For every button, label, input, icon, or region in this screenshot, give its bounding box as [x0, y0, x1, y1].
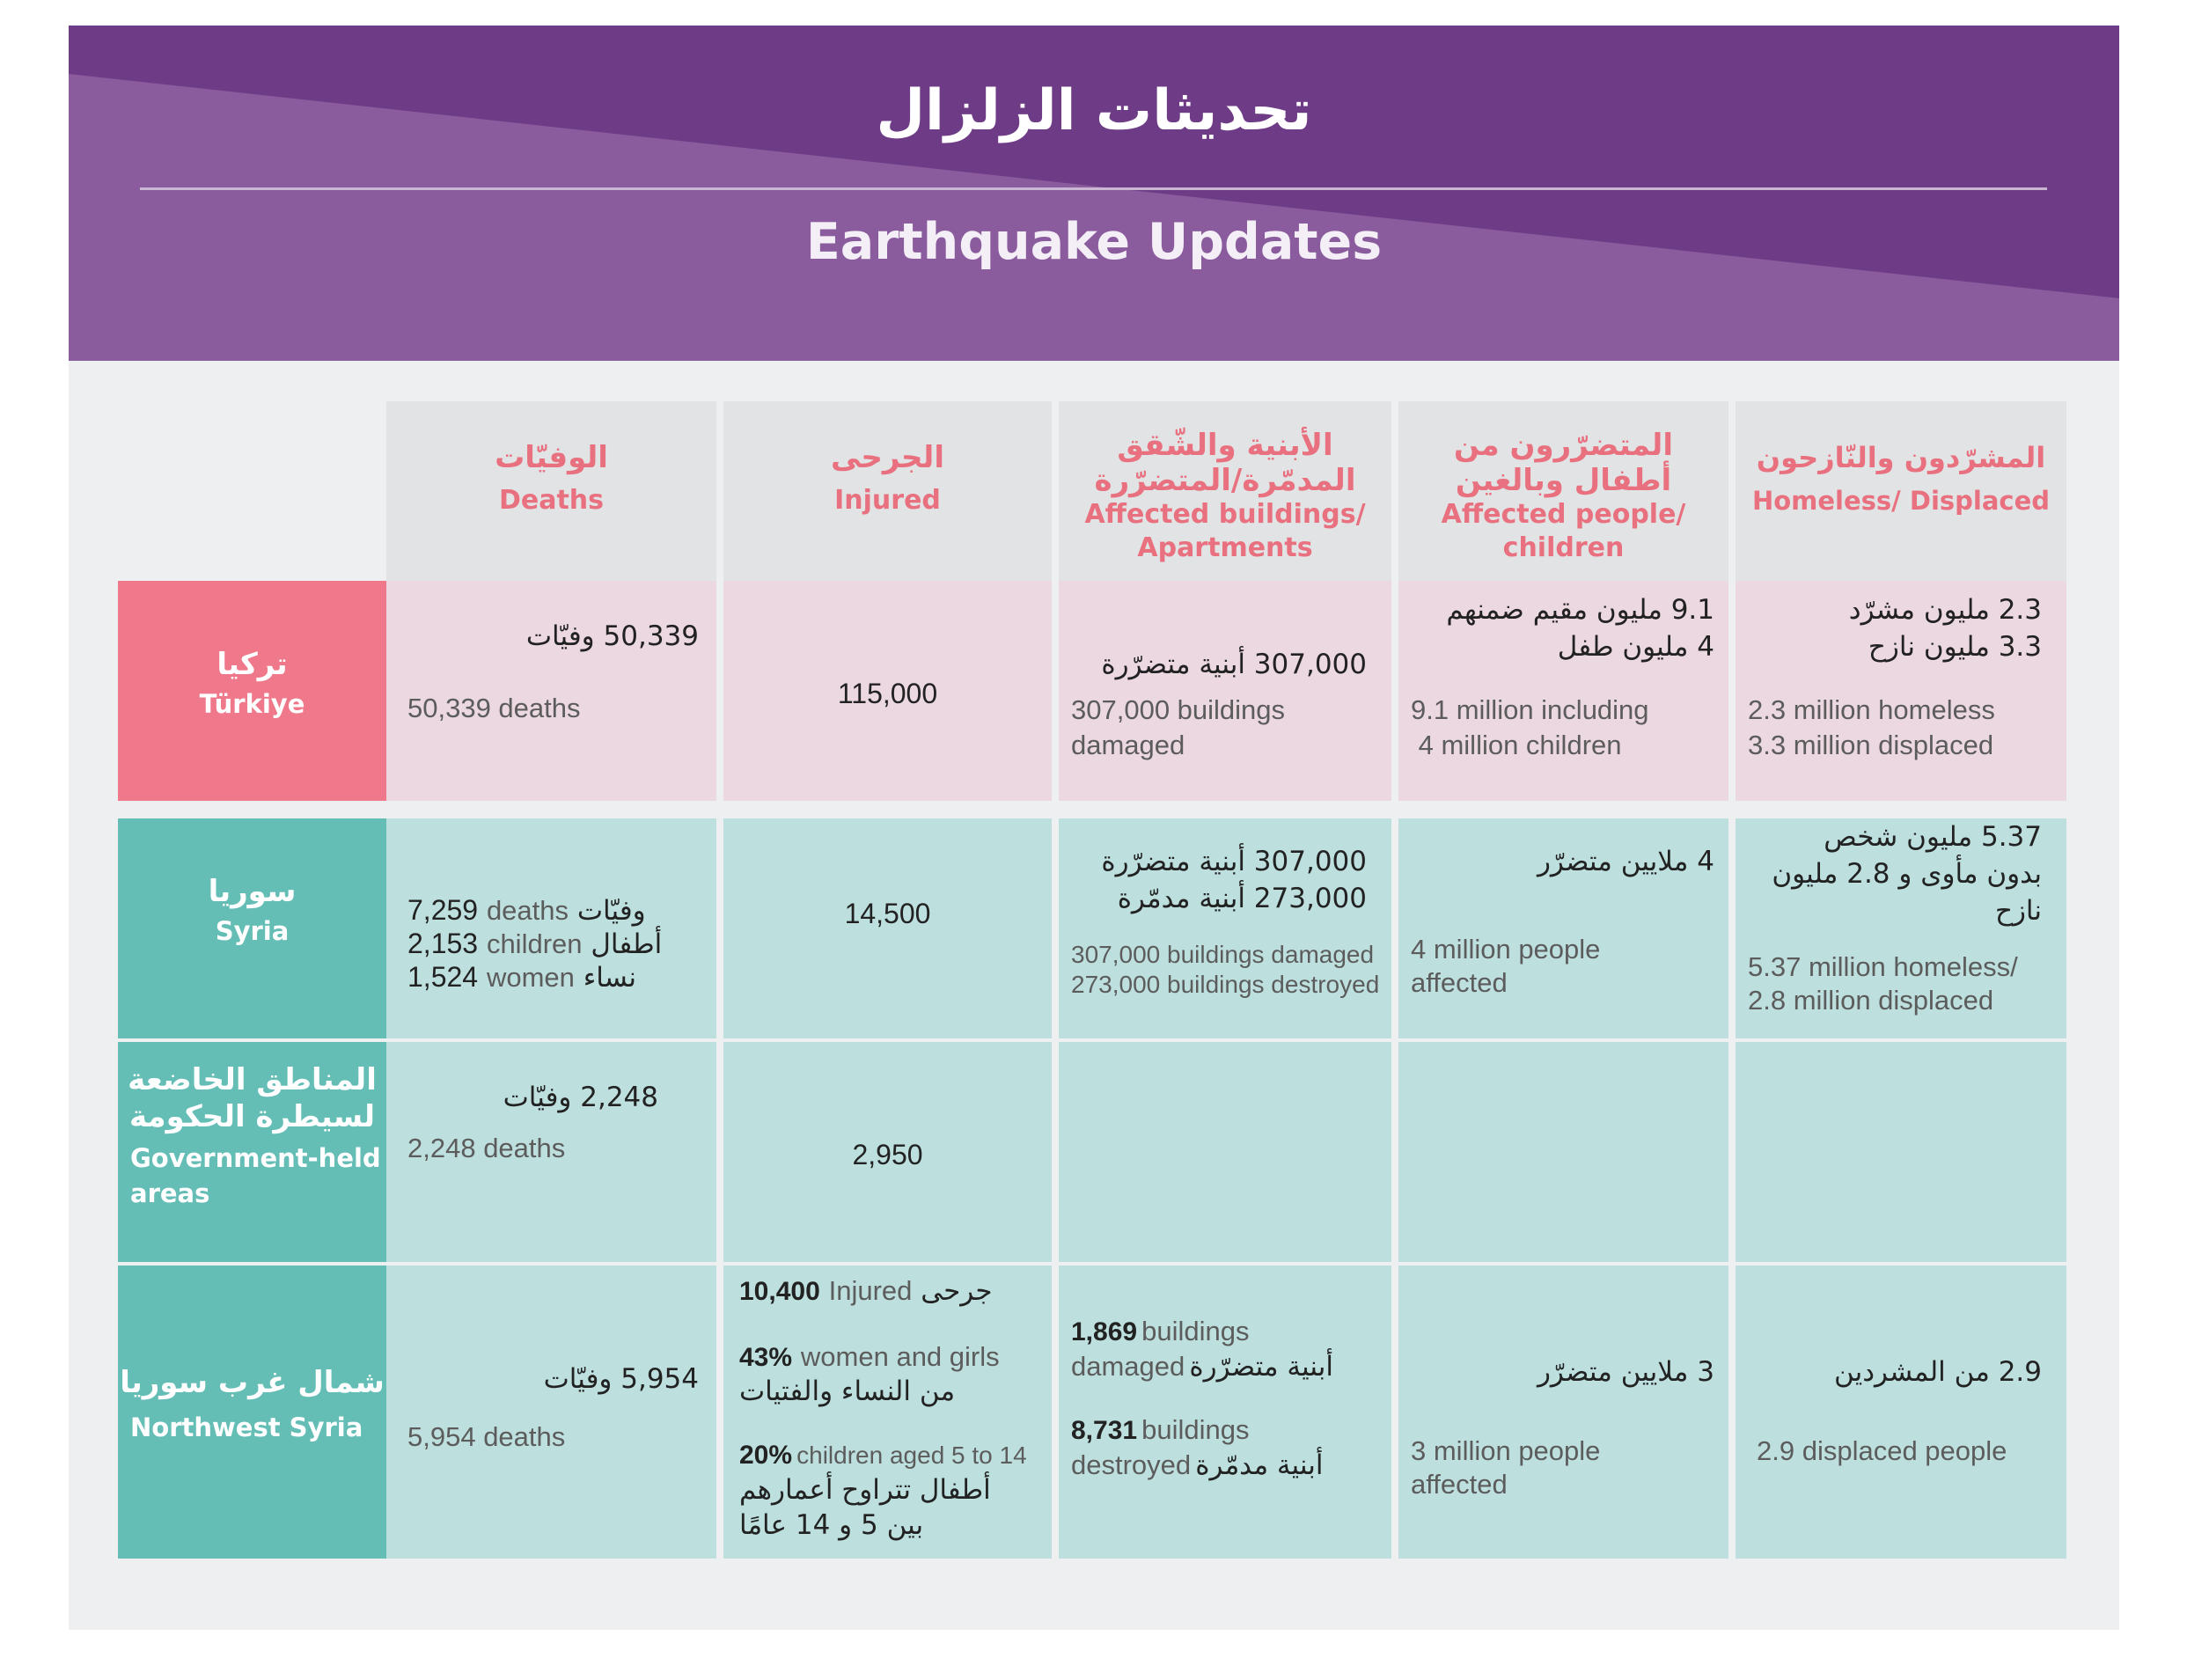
syria-deaths-num: 7,259 — [407, 894, 479, 926]
northwest-destroyed-line-2 — [1071, 1447, 1324, 1487]
turkiye-people-ar1: 9.1 مليون مقيم ضمنهم — [1446, 594, 1714, 626]
northwest-destroyed-en1: buildings — [1141, 1414, 1250, 1445]
syria-people-cell — [1398, 818, 1728, 1038]
syria-deaths-en: deaths — [486, 895, 569, 926]
syria-people-en2: affected — [1411, 967, 1508, 998]
government-label-en1: Government-held — [130, 1143, 381, 1173]
northwest-women-en: women and girls — [800, 1341, 1000, 1372]
header-people-en1: Affected people/ — [1441, 499, 1686, 530]
syria-women-ar: نساء — [583, 962, 637, 994]
syria-buildings-en2: 273,000 buildings destroyed — [1071, 971, 1380, 998]
syria-deaths-cell — [386, 818, 716, 1038]
syria-women-en: women — [486, 962, 575, 993]
government-label-ar1: المناطق الخاضعة — [128, 1062, 377, 1097]
turkiye-buildings-en1: 307,000 buildings — [1071, 694, 1286, 725]
syria-buildings-cell — [1059, 818, 1391, 1038]
header-homeless-ar: المشرّدون والنّازحون — [1756, 441, 2046, 474]
government-injured-cell — [723, 1042, 1052, 1262]
turkiye-deaths-ar: 50,339 وفيّات — [525, 620, 699, 652]
northwest-damaged-line-2 — [1071, 1348, 1333, 1389]
turkiye-homeless-en1: 2.3 million homeless — [1748, 694, 1995, 725]
header-people-ar1: المتضرّرون من — [1454, 428, 1673, 463]
government-homeless-cell — [1736, 1042, 2066, 1262]
government-deaths-cell — [386, 1042, 716, 1262]
syria-injured-cell — [723, 818, 1052, 1038]
syria-label-en: Syria — [215, 916, 290, 946]
header-injured-ar: الجرحى — [831, 440, 944, 475]
turkiye-deaths-cell — [386, 581, 716, 801]
turkiye-buildings-en2: damaged — [1071, 730, 1185, 760]
header-homeless-en: Homeless/ Displaced — [1751, 486, 2051, 516]
turkiye-homeless-ar1: 2.3 مليون مشرّد — [1848, 594, 2042, 626]
government-buildings-cell — [1059, 1042, 1391, 1262]
header-injured — [723, 401, 1052, 581]
syria-buildings-en1: 307,000 buildings damaged — [1071, 941, 1375, 968]
syria-children-ar: أطفال — [591, 928, 663, 960]
syria-deaths-line-3 — [407, 959, 636, 996]
northwest-women-line — [739, 1339, 1000, 1376]
government-deaths-ar: 2,248 وفيّات — [503, 1082, 658, 1113]
government-deaths-en: 2,248 deaths — [407, 1133, 566, 1163]
northwest-injured-num: 10,400 — [739, 1277, 820, 1306]
syria-children-en: children — [486, 928, 583, 959]
government-injured-value: 2,950 — [852, 1139, 923, 1170]
header-people-en2: children — [1502, 532, 1625, 563]
syria-deaths-line-1 — [407, 892, 646, 929]
header-people-ar2: أطفال وبالغين — [1455, 463, 1672, 498]
northwest-people-ar: 3 ملايين متضرّر — [1537, 1356, 1714, 1388]
syria-homeless-ar3: نازح — [1994, 895, 2042, 927]
northwest-destroyed-ar: أبنية مدمّرة — [1195, 1449, 1324, 1481]
turkiye-people-cell — [1398, 581, 1728, 801]
northwest-damaged-en1: buildings — [1141, 1316, 1250, 1346]
northwest-homeless-cell — [1736, 1266, 2066, 1559]
northwest-injured-en: Injured — [828, 1275, 913, 1306]
syria-homeless-ar2: بدون مأوى و 2.8 مليون — [1772, 858, 2042, 890]
title-english: Earthquake Updates — [805, 213, 1383, 271]
syria-people-en1: 4 million people — [1411, 934, 1601, 965]
turkiye-homeless-ar2: 3.3 مليون نازح — [1868, 631, 2042, 663]
northwest-injured-cell — [723, 1266, 1052, 1559]
syria-homeless-ar1: 5.37 مليون شخص — [1824, 821, 2042, 853]
northwest-deaths-ar: 5,954 وفيّات — [543, 1363, 699, 1395]
northwest-injured-ar: جرحى — [921, 1275, 993, 1307]
title-divider — [140, 187, 2047, 190]
title-banner — [69, 26, 2119, 361]
syria-children-num: 2,153 — [407, 928, 479, 959]
northwest-deaths-cell — [386, 1266, 716, 1559]
syria-women-num: 1,524 — [407, 961, 479, 993]
government-label-en2: areas — [130, 1178, 210, 1208]
northwest-destroyed-en2: destroyed — [1071, 1449, 1192, 1480]
northwest-children-pct: 20% — [739, 1441, 793, 1470]
northwest-people-en1: 3 million people — [1411, 1435, 1601, 1466]
row-label-turkiye — [118, 581, 386, 801]
syria-buildings-ar1: 307,000 أبنية متضرّرة — [1101, 846, 1367, 877]
header-deaths-en: Deaths — [498, 485, 605, 516]
northwest-people-cell — [1398, 1266, 1728, 1559]
northwest-destroyed-num: 8,731 — [1071, 1416, 1138, 1445]
northwest-buildings-cell — [1059, 1266, 1391, 1559]
header-deaths-ar: الوفيّات — [495, 440, 608, 475]
title-arabic: تحديثات الزلزال — [876, 78, 1312, 143]
header-deaths — [386, 401, 716, 581]
northwest-people-en2: affected — [1411, 1469, 1508, 1500]
turkiye-homeless-en2: 3.3 million displaced — [1748, 730, 1994, 760]
row-label-government — [118, 1042, 386, 1262]
turkiye-label-en: Türkiye — [199, 689, 305, 719]
header-injured-en: Injured — [834, 485, 941, 516]
northwest-children-ar1: أطفال تتراوح أعمارهم — [739, 1474, 991, 1506]
turkiye-homeless-cell — [1736, 581, 2066, 801]
government-people-cell — [1398, 1042, 1728, 1262]
northwest-homeless-ar: 2.9 من المشردين — [1834, 1356, 2042, 1388]
northwest-damaged-num: 1,869 — [1071, 1317, 1138, 1346]
turkiye-injured-cell — [723, 581, 1052, 801]
syria-injured-value: 14,500 — [844, 898, 931, 929]
header-homeless — [1736, 401, 2066, 581]
turkiye-buildings-ar: 307,000 أبنية متضرّرة — [1101, 649, 1367, 680]
northwest-label-ar: شمال غرب سوريا — [120, 1365, 385, 1400]
turkiye-injured-value: 115,000 — [837, 678, 938, 709]
header-buildings-en2: Apartments — [1137, 532, 1313, 563]
northwest-children-ar2: بين 5 و 14 عامًا — [739, 1509, 924, 1541]
row-label-syria — [118, 818, 386, 1038]
turkiye-people-en2: 4 million children — [1411, 730, 1622, 760]
row-label-northwest — [118, 1266, 386, 1559]
northwest-label-en: Northwest Syria — [130, 1412, 363, 1442]
northwest-women-pct: 43% — [739, 1343, 793, 1372]
northwest-deaths-en: 5,954 deaths — [407, 1421, 566, 1452]
syria-deaths-ar: وفيّات — [576, 895, 646, 927]
northwest-women-ar: من النساء والفتيات — [739, 1376, 956, 1407]
header-buildings — [1059, 401, 1391, 581]
turkiye-deaths-en: 50,339 deaths — [407, 693, 581, 723]
northwest-homeless-en: 2.9 displaced people — [1757, 1435, 2007, 1466]
syria-buildings-ar2: 273,000 أبنية مدمّرة — [1117, 883, 1367, 914]
header-buildings-ar2: المدمّرة/المتضرّرة — [1094, 463, 1356, 498]
syria-deaths-line-2 — [407, 926, 662, 963]
turkiye-buildings-cell — [1059, 581, 1391, 801]
turkiye-label-ar: تركيا — [216, 647, 288, 682]
syria-people-ar: 4 ملايين متضرّر — [1537, 846, 1714, 877]
northwest-injured-line — [739, 1273, 993, 1310]
syria-homeless-en1: 5.37 million homeless/ — [1748, 951, 2018, 982]
turkiye-people-en1: 9.1 million including — [1411, 694, 1649, 725]
turkiye-people-ar2: 4 مليون طفل — [1557, 631, 1714, 663]
government-label-ar2: لسيطرة الحكومة — [128, 1099, 376, 1134]
syria-homeless-en2: 2.8 million displaced — [1748, 985, 1994, 1016]
header-affected-people — [1398, 401, 1728, 581]
northwest-children-en: children aged 5 to 14 — [796, 1442, 1027, 1469]
northwest-damaged-en2: damaged — [1071, 1351, 1185, 1382]
header-buildings-ar1: الأبنية والشّقق — [1117, 428, 1333, 463]
banner-background — [69, 26, 2119, 361]
header-buildings-en1: Affected buildings/ — [1084, 499, 1366, 530]
syria-label-ar: سوريا — [208, 874, 297, 909]
northwest-damaged-ar: أبنية متضرّرة — [1189, 1351, 1333, 1383]
infographic-card — [69, 26, 2119, 1630]
syria-homeless-cell — [1736, 818, 2066, 1038]
